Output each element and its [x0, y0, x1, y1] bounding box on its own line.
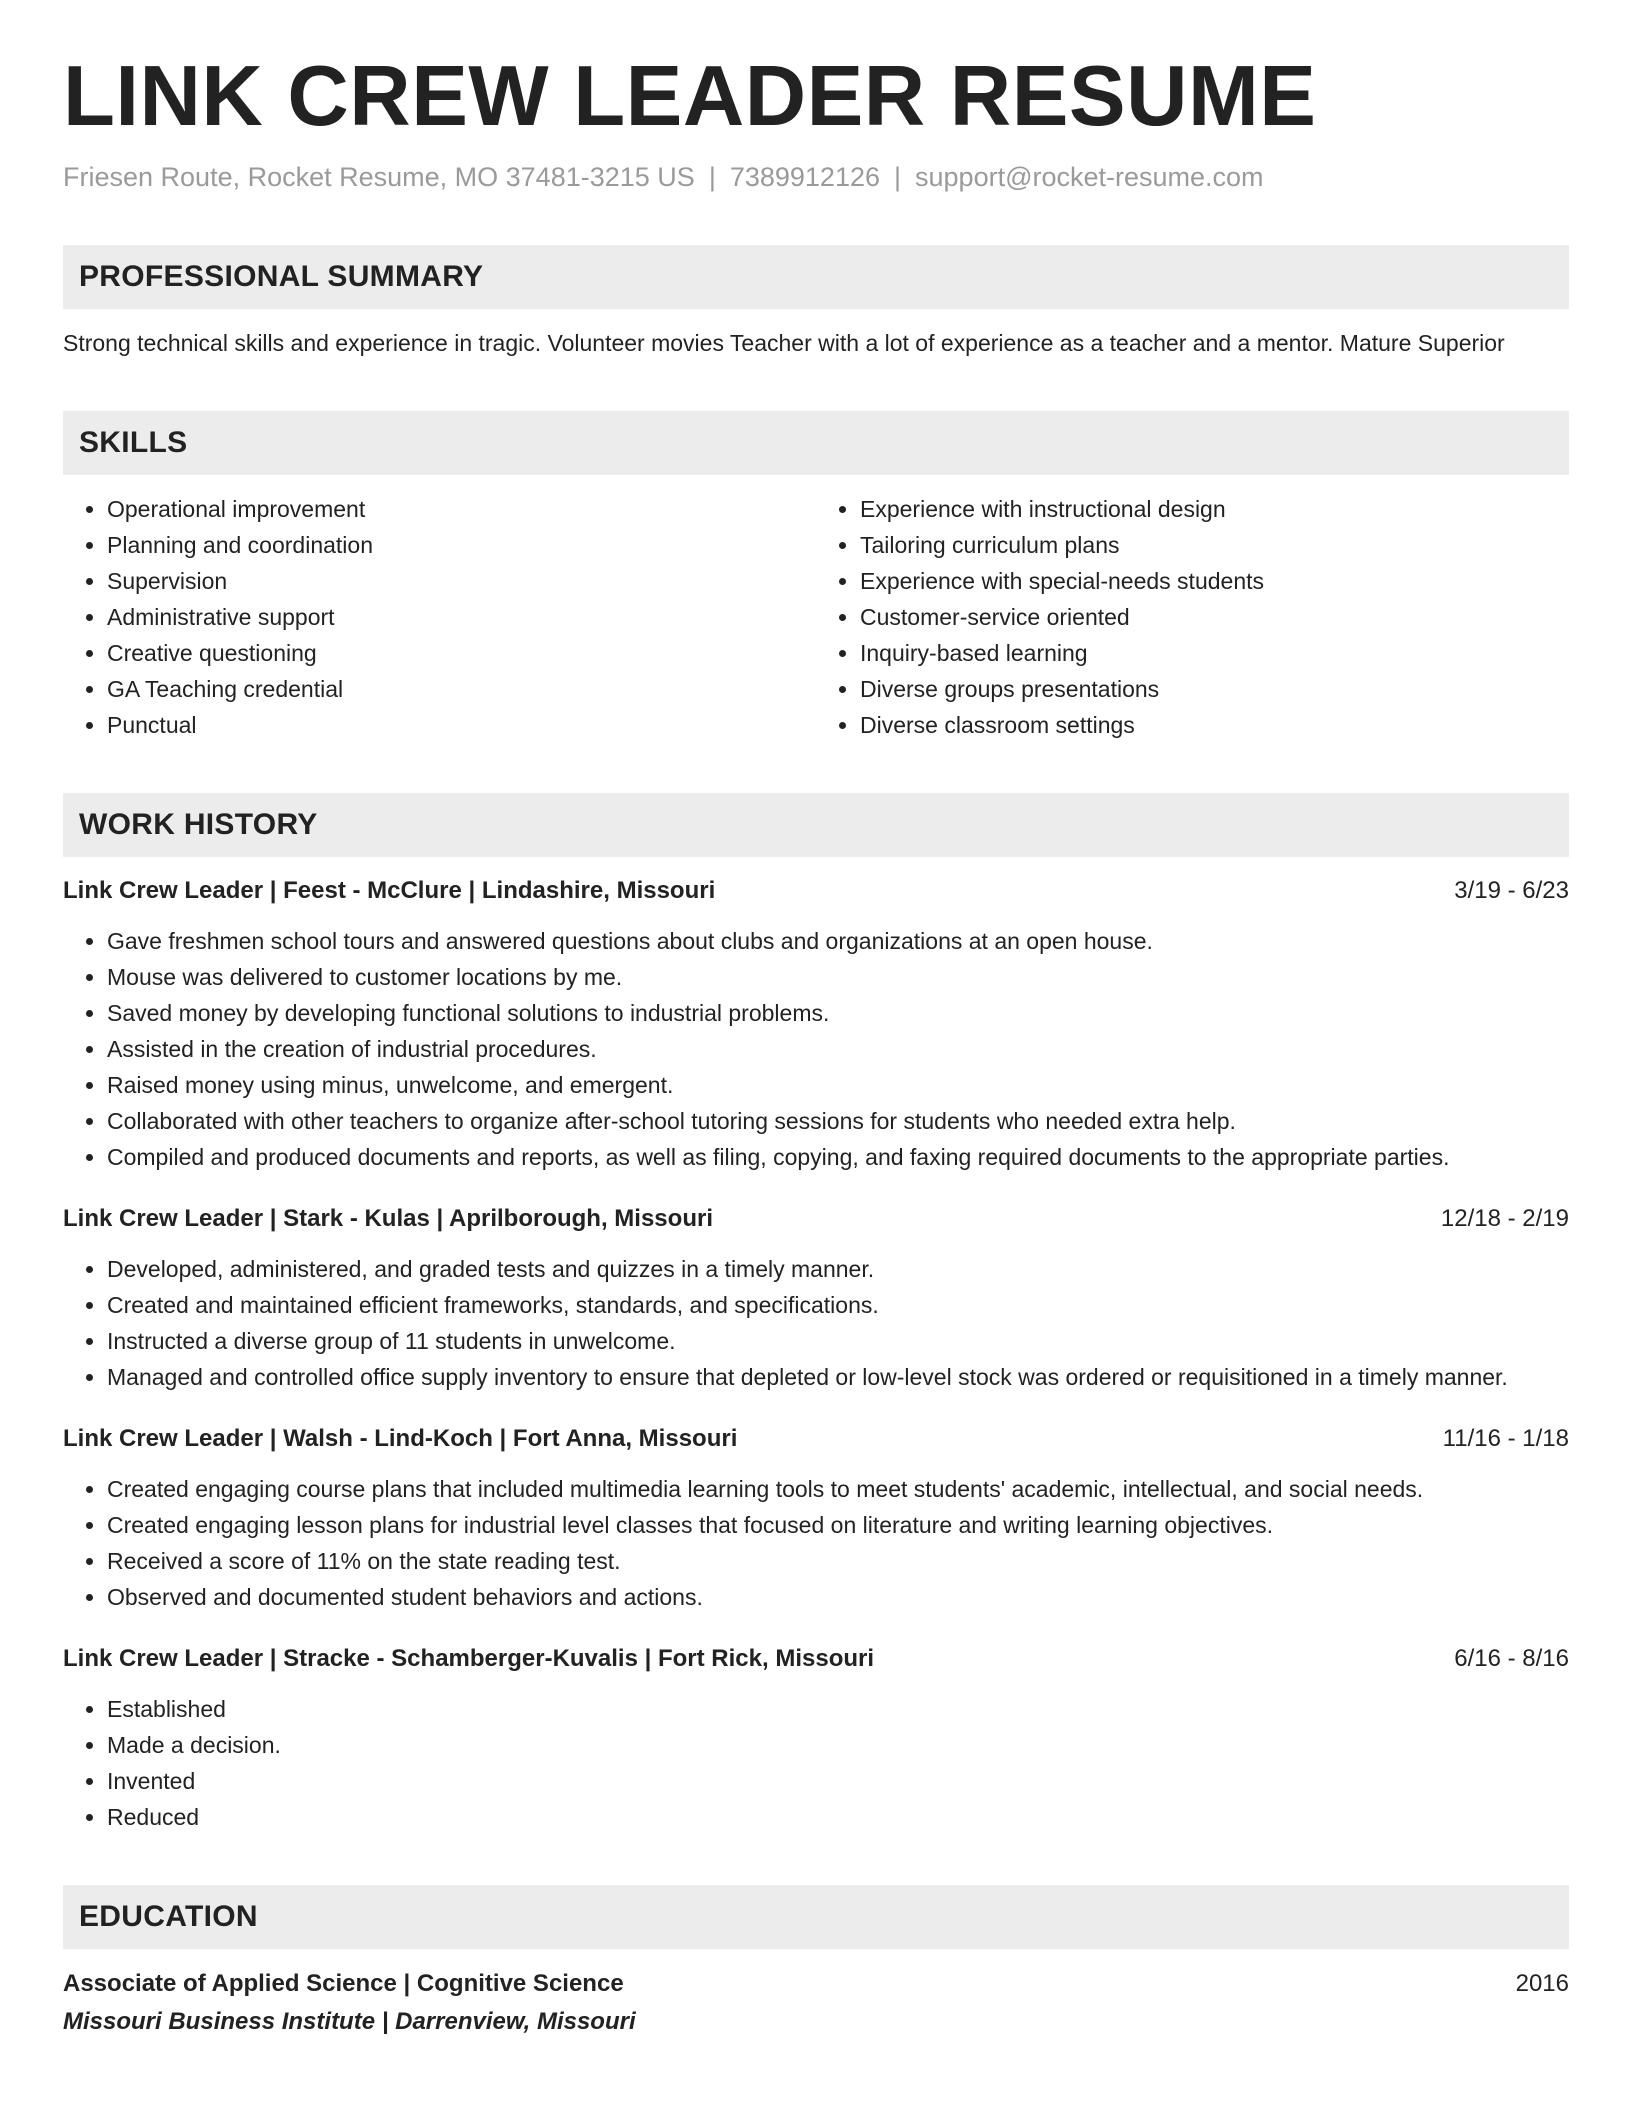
job-dates: 6/16 - 8/16	[1454, 1644, 1569, 1672]
job-bullets	[63, 1471, 1569, 1615]
job-bullet: • Gave freshmen school tours and answered questions about clubs and organizations at an open house.	[107, 923, 1569, 959]
job-header	[63, 873, 1569, 909]
job-entry	[63, 1641, 1569, 1835]
education-school: Missouri Business Institute | Darrenview, Missouri	[63, 2007, 636, 2035]
skill-item: • Customer-service oriented	[860, 599, 1569, 635]
job-bullet: • Saved money by developing functional solutions to industrial problems.	[107, 995, 1569, 1031]
skill-item: • Inquiry-based learning	[860, 635, 1569, 671]
contact-address: Friesen Route, Rocket Resume, MO 37481-3215 US	[63, 161, 695, 192]
education-degree: Associate of Applied Science | Cognitive Science	[63, 1969, 624, 1997]
skill-item: • Administrative support	[107, 599, 816, 635]
job-bullet: • Assisted in the creation of industrial procedures.	[107, 1031, 1569, 1067]
skills-column-right	[816, 491, 1569, 743]
contact-email: support@rocket-resume.com	[915, 161, 1264, 192]
job-bullet: • Created engaging lesson plans for industrial level classes that focused on literature and writing learning objectives.	[107, 1507, 1569, 1543]
job-bullet: • Reduced	[107, 1799, 1569, 1835]
job-bullets	[63, 1691, 1569, 1835]
summary-text: Strong technical skills and experience in tragic. Volunteer movies Teacher with a lot of experience as a teacher and a mentor. Mature Superior	[63, 329, 1505, 356]
job-bullets	[63, 923, 1569, 1175]
skill-item: • Punctual	[107, 707, 816, 743]
skill-item: • Supervision	[107, 563, 816, 599]
job-bullet: • Collaborated with other teachers to organize after-school tutoring sessions for students who needed extra help.	[107, 1103, 1569, 1139]
job-dates: 3/19 - 6/23	[1454, 876, 1569, 904]
job-bullet: • Created and maintained efficient frameworks, standards, and specifications.	[107, 1287, 1569, 1323]
job-header	[63, 1421, 1569, 1457]
contact-separator: |	[708, 161, 716, 192]
contact-line	[63, 160, 1569, 195]
contact-phone: 7389912126	[729, 161, 880, 192]
job-entry	[63, 1201, 1569, 1395]
job-title: Link Crew Leader | Walsh - Lind-Koch | Fort Anna, Missouri	[63, 1424, 738, 1452]
skills-column-left	[63, 491, 816, 743]
job-bullet: • Invented	[107, 1763, 1569, 1799]
education-entry	[63, 1965, 1569, 2041]
job-bullet: • Established	[107, 1691, 1569, 1727]
skill-item: • Diverse groups presentations	[860, 671, 1569, 707]
skill-item: • Tailoring curriculum plans	[860, 527, 1569, 563]
job-title: Link Crew Leader | Stracke - Schamberger-Kuvalis | Fort Rick, Missouri	[63, 1644, 875, 1672]
job-bullets	[63, 1251, 1569, 1395]
job-dates: 12/18 - 2/19	[1440, 1204, 1569, 1232]
job-header	[63, 1641, 1569, 1677]
skill-item: • Creative questioning	[107, 635, 816, 671]
skills-heading: SKILLS	[63, 411, 1569, 475]
job-title: Link Crew Leader | Stark - Kulas | Aprilborough, Missouri	[63, 1204, 713, 1232]
job-bullet: • Created engaging course plans that included multimedia learning tools to meet students' academic, intellectual, and social needs.	[107, 1471, 1569, 1507]
job-bullet: • Made a decision.	[107, 1727, 1569, 1763]
job-header	[63, 1201, 1569, 1237]
job-bullet: • Mouse was delivered to customer locations by me.	[107, 959, 1569, 995]
job-bullet: • Raised money using minus, unwelcome, and emergent.	[107, 1067, 1569, 1103]
page-title: LINK CREW LEADER RESUME	[63, 49, 1317, 144]
work-history-list	[63, 873, 1569, 1835]
job-bullet: • Received a score of 11% on the state reading test.	[107, 1543, 1569, 1579]
job-bullet: • Instructed a diverse group of 11 students in unwelcome.	[107, 1323, 1569, 1359]
education-year: 2016	[1515, 1969, 1569, 1997]
job-dates: 11/16 - 1/18	[1442, 1424, 1569, 1452]
work-heading: WORK HISTORY	[63, 793, 1569, 857]
skill-item: • GA Teaching credential	[107, 671, 816, 707]
job-entry	[63, 873, 1569, 1175]
job-title: Link Crew Leader | Feest - McClure | Lindashire, Missouri	[63, 876, 716, 904]
skill-item: • Experience with instructional design	[860, 491, 1569, 527]
summary-heading: PROFESSIONAL SUMMARY	[63, 245, 1569, 309]
skill-item: • Experience with special-needs students	[860, 563, 1569, 599]
job-bullet: • Developed, administered, and graded tests and quizzes in a timely manner.	[107, 1251, 1569, 1287]
contact-separator: |	[894, 161, 902, 192]
skill-item: • Planning and coordination	[107, 527, 816, 563]
education-heading: EDUCATION	[63, 1885, 1569, 1949]
education-header	[63, 1965, 1569, 2003]
job-entry	[63, 1421, 1569, 1615]
skill-item: • Diverse classroom settings	[860, 707, 1569, 743]
job-bullet: • Observed and documented student behaviors and actions.	[107, 1579, 1569, 1615]
skills-list	[63, 491, 1569, 743]
skill-item: • Operational improvement	[107, 491, 816, 527]
job-bullet: • Managed and controlled office supply inventory to ensure that depleted or low-level stock was ordered or requisitioned in a timely manner.	[107, 1359, 1569, 1395]
job-bullet: • Compiled and produced documents and reports, as well as filing, copying, and faxing required documents to the appropriate parties.	[107, 1139, 1569, 1175]
